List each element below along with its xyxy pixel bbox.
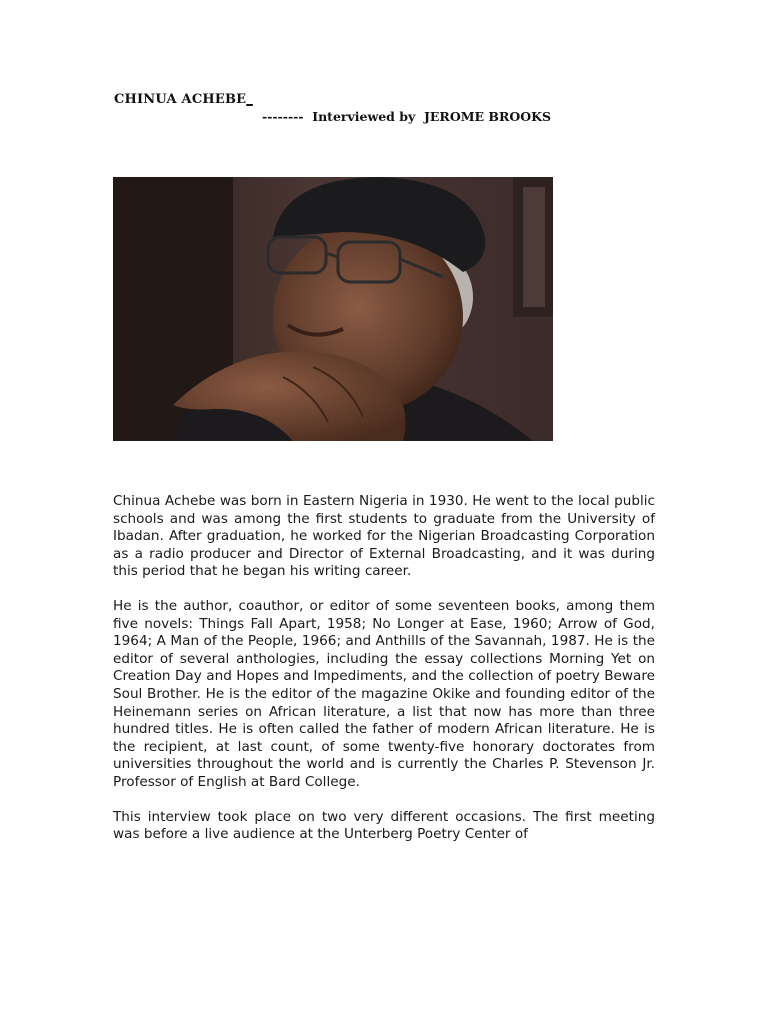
byline-name: JEROME BROOKS [423,109,552,124]
portrait-illustration [113,177,553,441]
paragraph-2: He is the author, coauthor, or editor of some seventeen books, among them five novels: Things Fall Apart, 1958; No Longer at Ease, 1960; Arrow of God, 1964; A Man of the People, 1966; and Anthills of the Savannah, 1987. He is the editor of several anthologies, including the essay collections Morning Yet on Creation Day and Hopes and Impediments, and the collection of poetry Beware Soul Brother. He is the editor of the magazine Okike and founding editor of the Heinemann series on African literature, a list that now has more than three hundred titles. He is often called the father of modern African literature. He is the recipient, at last count, of some twenty-five honorary doctorates from universities throughout the world and is currently the Charles P. Stevenson Jr. Professor of English at Bard College. [113,598,655,790]
byline-label: Interviewed by [312,109,416,124]
byline [262,109,551,124]
title-suffix: _ [246,92,253,107]
title-text: CHINUA ACHEBE [114,92,247,107]
author-portrait-photo [113,177,553,441]
byline-dashes: -------- [262,109,304,124]
document-title [114,92,253,107]
paragraph-1: Chinua Achebe was born in Eastern Nigeria in 1930. He went to the local public schools and was among the first students to graduate from the University of Ibadan. After graduation, he worked for the Nigerian Broadcasting Corporation as a radio producer and Director of External Broadcasting, and it was during this period that he began his writing career. [113,493,655,580]
paragraph-3: This interview took place on two very different occasions. The first meeting was before a live audience at the Unterberg Poetry Center of [113,808,655,843]
article-body [113,493,655,861]
